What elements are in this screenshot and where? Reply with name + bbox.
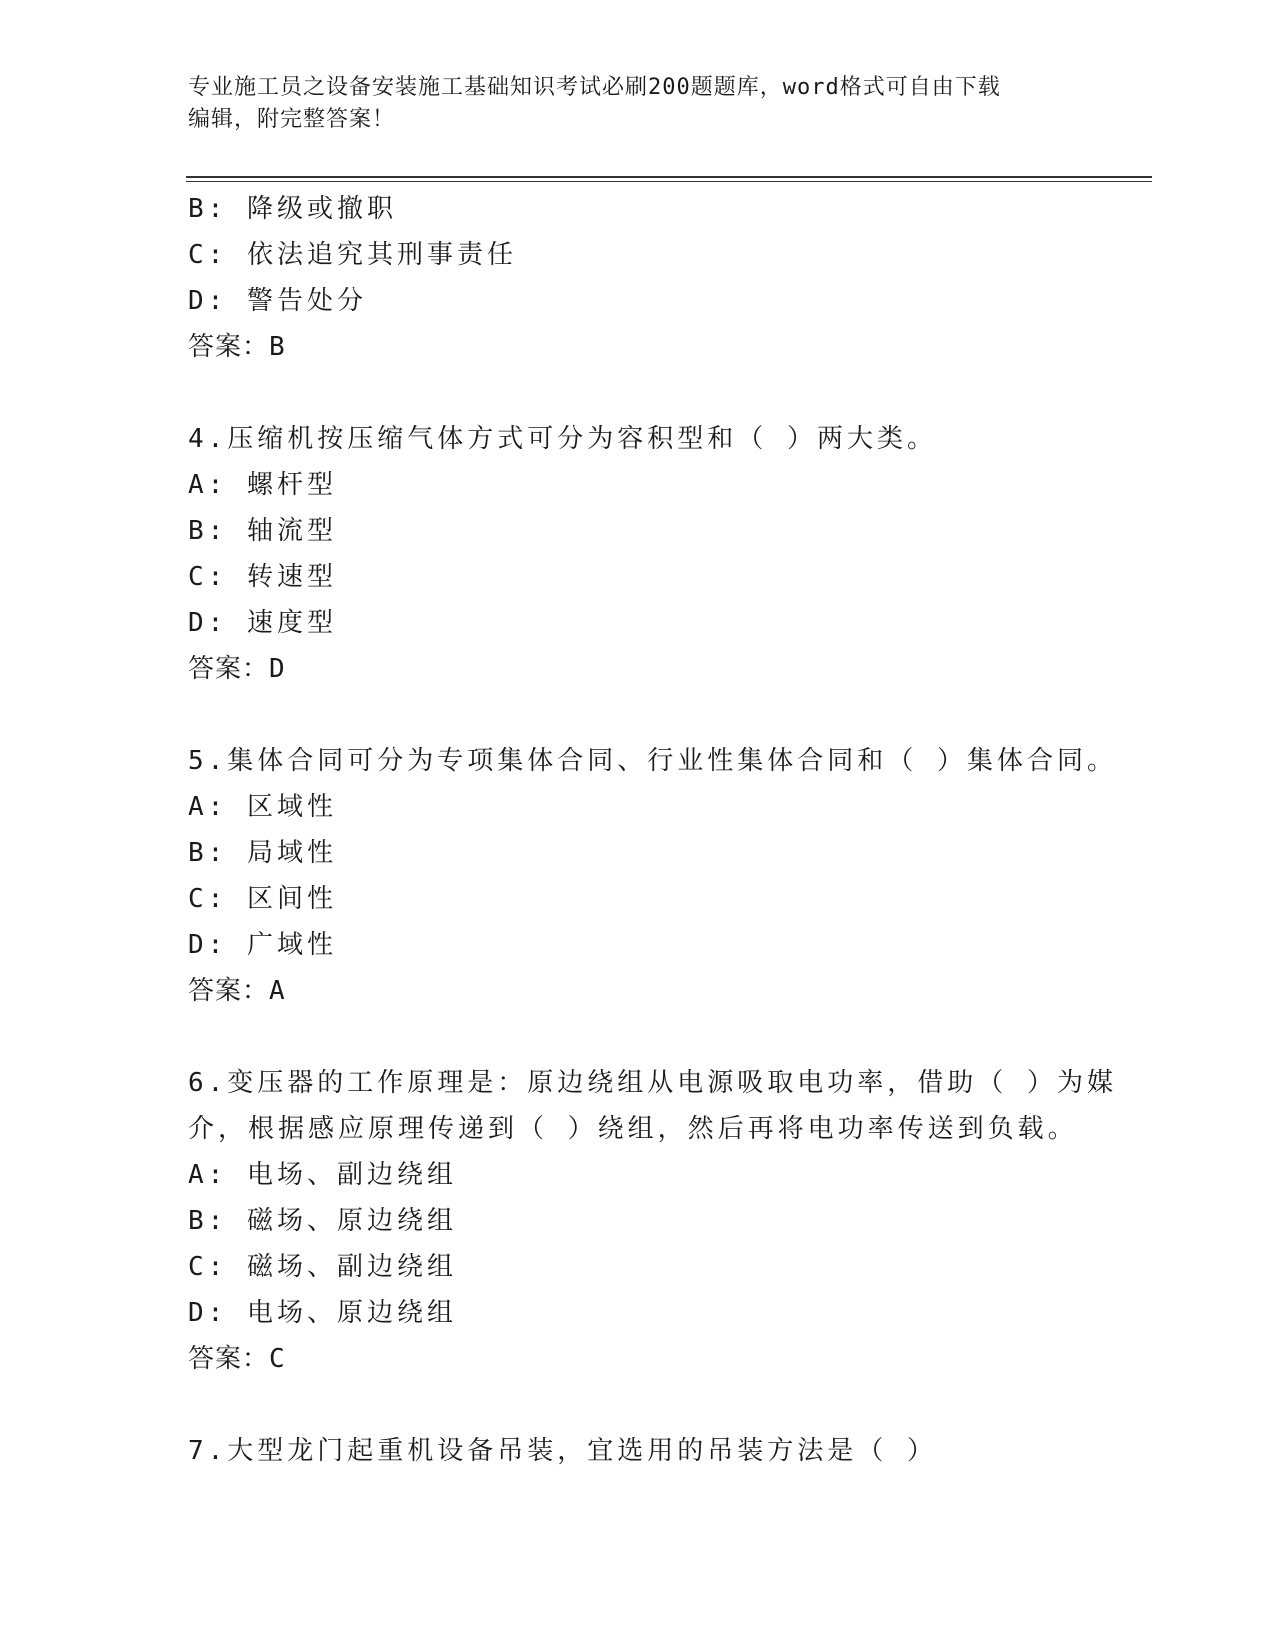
- option-d: D: 速度型: [188, 608, 337, 638]
- question-stem: 7.大型龙门起重机设备吊装，宜选用的吊装方法是（ ）: [188, 1436, 937, 1466]
- option-c: C: 区间性: [188, 884, 337, 914]
- option-c: C: 转速型: [188, 562, 337, 592]
- header-title-line-2: 编辑，附完整答案！: [188, 107, 396, 132]
- spacer: [188, 1014, 1088, 1060]
- option-c: C: 依法追究其刑事责任: [188, 240, 517, 270]
- question-stem-line-2: 介，根据感应原理传递到（ ）绕组，然后再将电功率传送到负载。: [188, 1114, 1078, 1144]
- option-d: D: 警告处分: [188, 286, 367, 316]
- option-b: B: 降级或撤职: [188, 194, 397, 224]
- header-title-line-1: 专业施工员之设备安装施工基础知识考试必刷200题题库，word格式可自由下载: [188, 75, 1001, 100]
- question-5: [188, 738, 1117, 1014]
- header-divider-thin: [186, 181, 1152, 182]
- option-c: C: 磁场、副边绕组: [188, 1252, 457, 1282]
- question-6: [188, 1060, 1117, 1382]
- document-header: [188, 72, 1068, 136]
- answer-line: 答案：B: [188, 332, 286, 362]
- spacer: [188, 692, 1088, 738]
- question-stem: 5.集体合同可分为专项集体合同、行业性集体合同和（ ）集体合同。: [188, 746, 1117, 776]
- option-a: A: 区域性: [188, 792, 337, 822]
- option-d: D: 广域性: [188, 930, 337, 960]
- question-4: [188, 416, 1088, 692]
- header-divider-thick: [186, 176, 1152, 178]
- question-3: [188, 186, 1088, 370]
- question-stem-line-1: 6.变压器的工作原理是：原边绕组从电源吸取电功率，借助（ ）为媒: [188, 1068, 1117, 1098]
- option-b: B: 磁场、原边绕组: [188, 1206, 457, 1236]
- question-stem: 4.压缩机按压缩气体方式可分为容积型和（ ）两大类。: [188, 424, 937, 454]
- option-a: A: 电场、副边绕组: [188, 1160, 457, 1190]
- answer-line: 答案：D: [188, 654, 286, 684]
- option-d: D: 电场、原边绕组: [188, 1298, 457, 1328]
- option-b: B: 轴流型: [188, 516, 337, 546]
- spacer: [188, 1382, 1088, 1428]
- option-a: A: 螺杆型: [188, 470, 337, 500]
- question-list: [188, 186, 1117, 1474]
- spacer: [188, 370, 1088, 416]
- question-7: [188, 1428, 1088, 1474]
- answer-line: 答案：A: [188, 976, 286, 1006]
- answer-line: 答案：C: [188, 1344, 286, 1374]
- option-b: B: 局域性: [188, 838, 337, 868]
